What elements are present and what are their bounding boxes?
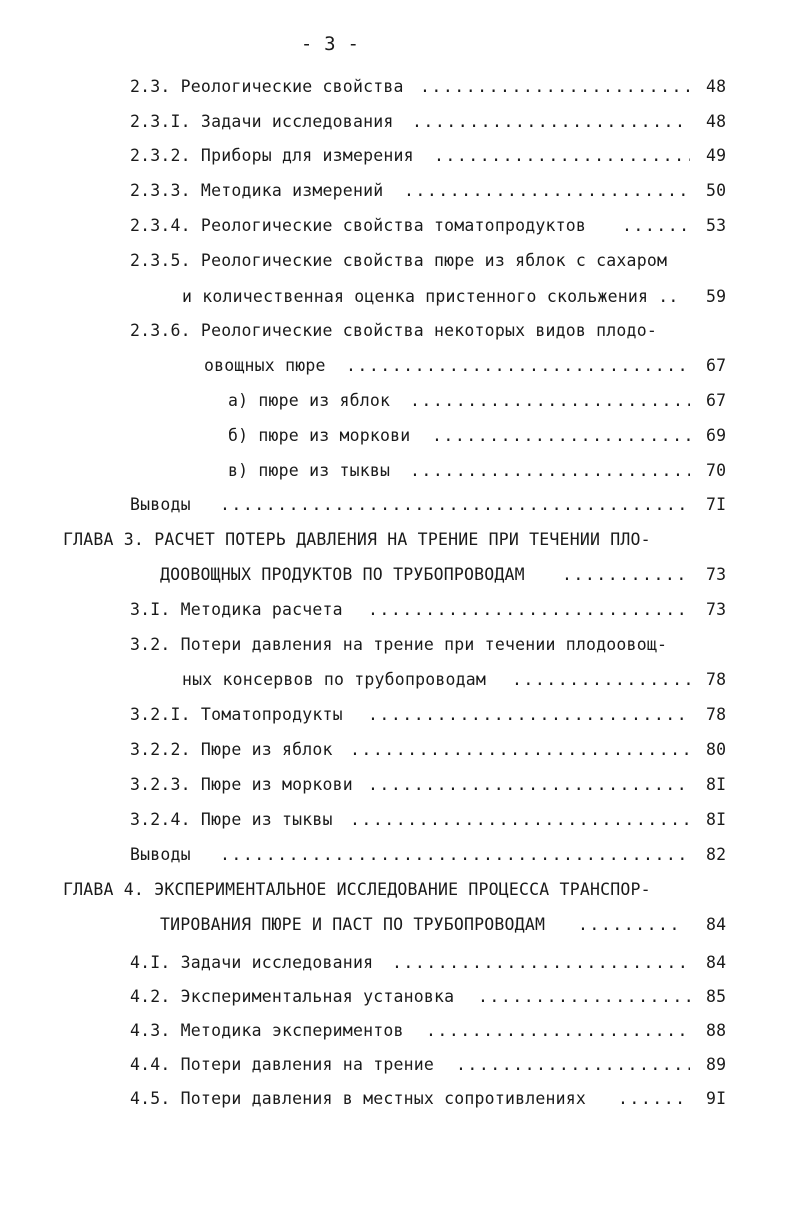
dot-leader (456, 1050, 690, 1080)
page-number: - 3 - (300, 33, 360, 55)
toc-entry (0, 141, 794, 171)
toc-page-number: 67 (706, 391, 727, 410)
dot-leader (420, 72, 690, 102)
dot-leader (622, 211, 690, 241)
dot-leader (562, 560, 690, 590)
toc-page-number: 9I (706, 1089, 727, 1108)
toc-entry-text: 3.I. Методика расчета (130, 600, 343, 619)
dot-leader (478, 982, 690, 1012)
toc-entry-text: в) пюре из тыквы (228, 461, 391, 480)
toc-entry-text: ГЛАВА 4. ЭКСПЕРИМЕНТАЛЬНОЕ ИССЛЕДОВАНИЕ ПРОЦЕССА ТРАНСПОР- (63, 880, 651, 899)
toc-entry (0, 282, 794, 312)
toc-entry-text: овощных пюре (204, 356, 326, 375)
toc-entry (0, 948, 794, 978)
toc-entry-text: 2.3.I. Задачи исследования (130, 112, 394, 131)
toc-entry (0, 982, 794, 1012)
dot-leader (426, 1016, 690, 1046)
toc-page-number: 48 (706, 77, 727, 96)
toc-page-number: 7I (706, 495, 727, 514)
dot-leader (220, 490, 690, 520)
toc-page-number: 8I (706, 810, 727, 829)
toc-entry (0, 490, 794, 520)
toc-entry (0, 1084, 794, 1114)
toc-entry (0, 770, 794, 800)
chapter-heading (0, 910, 794, 940)
dot-leader (368, 770, 690, 800)
toc-page-number: 80 (706, 740, 727, 759)
toc-entry (0, 456, 794, 486)
toc-page-number: 49 (706, 146, 727, 165)
chapter-heading (0, 525, 794, 555)
toc-entry-text: 2.3.5. Реологические свойства пюре из яблок с сахаром (130, 251, 668, 270)
toc-entry (0, 1016, 794, 1046)
toc-entry (0, 630, 794, 660)
dot-leader (578, 910, 682, 940)
toc-page-number: 88 (706, 1021, 727, 1040)
toc-entry-text: Выводы (130, 495, 191, 514)
toc-entry-text: 4.4. Потери давления на трение (130, 1055, 435, 1074)
toc-page-number: 84 (706, 915, 727, 934)
toc-entry-text: а) пюре из яблок (228, 391, 391, 410)
toc-entry-text: и количественная оценка пристенного скольжения .. (182, 287, 679, 306)
dot-leader (392, 948, 690, 978)
toc-page-number: 73 (706, 600, 727, 619)
dot-leader (410, 456, 690, 486)
dot-leader (368, 595, 690, 625)
toc-entry (0, 211, 794, 241)
toc-entry (0, 700, 794, 730)
toc-page-number: 78 (706, 705, 727, 724)
toc-page-number: 53 (706, 216, 727, 235)
toc-entry-text: 2.3.6. Реологические свойства некоторых видов плодо- (130, 321, 657, 340)
toc-entry-text: 2.3. Реологические свойства (130, 77, 404, 96)
toc-entry-text: 2.3.3. Методика измерений (130, 181, 384, 200)
dot-leader (512, 665, 690, 695)
toc-entry (0, 176, 794, 206)
toc-entry-text: 3.2.3. Пюре из моркови (130, 775, 353, 794)
toc-entry-text: 4.I. Задачи исследования (130, 953, 374, 972)
dot-leader (220, 840, 690, 870)
dot-leader (368, 700, 690, 730)
dot-leader (412, 107, 690, 137)
toc-page-number: 85 (706, 987, 727, 1006)
toc-entry (0, 421, 794, 451)
toc-page-number: 82 (706, 845, 727, 864)
toc-entry-text: 3.2. Потери давления на трение при течении плодоовощ- (130, 635, 668, 654)
toc-entry-text: 2.3.2. Приборы для измерения (130, 146, 414, 165)
dot-leader (434, 141, 690, 171)
toc-entry (0, 735, 794, 765)
toc-page-number: 78 (706, 670, 727, 689)
dot-leader (350, 735, 690, 765)
toc-entry (0, 840, 794, 870)
toc-entry-text: б) пюре из моркови (228, 426, 411, 445)
toc-page-number: 67 (706, 356, 727, 375)
toc-entry (0, 107, 794, 137)
toc-entry-text: 3.2.I. Томатопродукты (130, 705, 343, 724)
toc-entry (0, 1050, 794, 1080)
toc-page-number: 69 (706, 426, 727, 445)
toc-entry (0, 351, 794, 381)
toc-entry-text: ДООВОЩНЫХ ПРОДУКТОВ ПО ТРУБОПРОВОДАМ (160, 565, 525, 584)
toc-page-number: 50 (706, 181, 727, 200)
toc-entry (0, 665, 794, 695)
toc-page-number: 89 (706, 1055, 727, 1074)
toc-entry-text: 4.5. Потери давления в местных сопротивлениях (130, 1089, 587, 1108)
toc-entry (0, 72, 794, 102)
toc-entry-text: 3.2.4. Пюре из тыквы (130, 810, 333, 829)
toc-page-number: 84 (706, 953, 727, 972)
chapter-heading (0, 875, 794, 905)
toc-entry-text: 4.2. Экспериментальная установка (130, 987, 455, 1006)
toc-page-number: 59 (706, 287, 727, 306)
dot-leader (410, 386, 690, 416)
dot-leader (346, 351, 690, 381)
dot-leader (618, 1084, 686, 1114)
dot-leader (404, 176, 690, 206)
toc-page-number: 73 (706, 565, 727, 584)
toc-page-number: 8I (706, 775, 727, 794)
toc-entry (0, 246, 794, 276)
toc-entry-text: ГЛАВА 3. РАСЧЕТ ПОТЕРЬ ДАВЛЕНИЯ НА ТРЕНИЕ ПРИ ТЕЧЕНИИ ПЛО- (63, 530, 651, 549)
dot-leader (432, 421, 690, 451)
toc-entry-text: 3.2.2. Пюре из яблок (130, 740, 333, 759)
toc-entry-text: Выводы (130, 845, 191, 864)
chapter-heading (0, 560, 794, 590)
toc-entry (0, 316, 794, 346)
toc-entry (0, 805, 794, 835)
toc-page-number: 48 (706, 112, 727, 131)
toc-entry (0, 595, 794, 625)
dot-leader (350, 805, 690, 835)
toc-entry-text: ТИРОВАНИЯ ПЮРЕ И ПАСТ ПО ТРУБОПРОВОДАМ (160, 915, 546, 934)
toc-entry-text: 4.3. Методика экспериментов (130, 1021, 404, 1040)
toc-entry (0, 386, 794, 416)
toc-entry-text: 2.3.4. Реологические свойства томатопродуктов (130, 216, 587, 235)
toc-entry-text: ных консервов по трубопроводам (182, 670, 487, 689)
toc-page-number: 70 (706, 461, 727, 480)
